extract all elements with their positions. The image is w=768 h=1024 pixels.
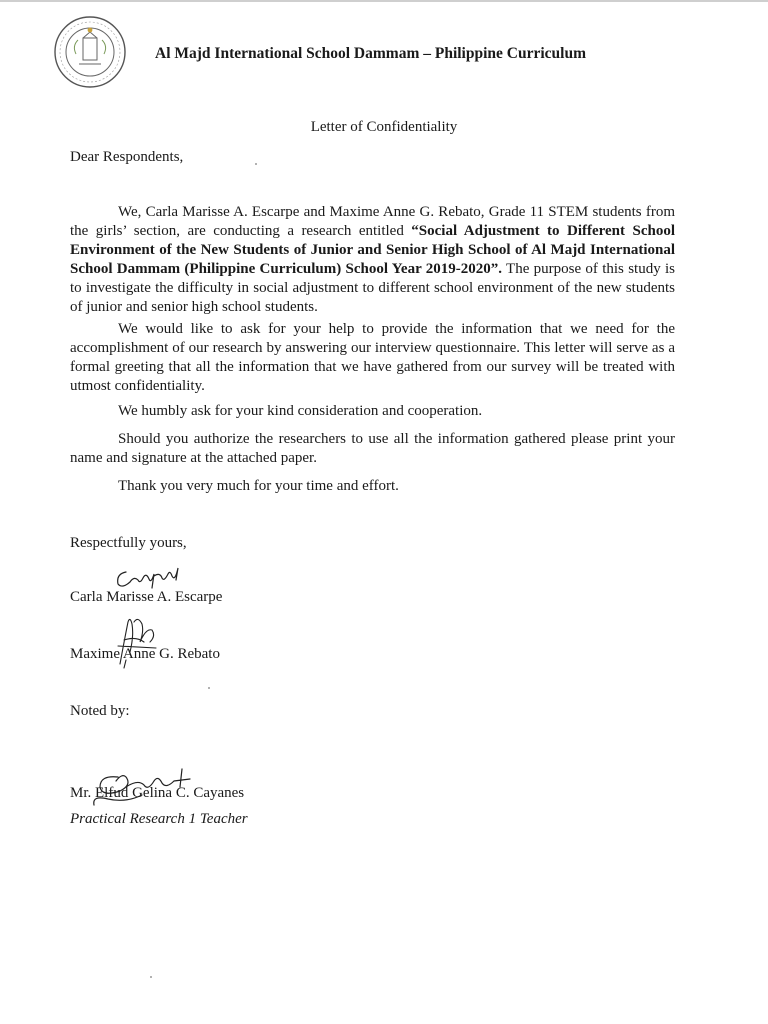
signer-cayanes-role: Practical Research 1 Teacher bbox=[70, 811, 248, 827]
letter-title: Letter of Confidentiality bbox=[310, 119, 458, 135]
greeting: Dear Respondents, bbox=[70, 149, 184, 165]
scan-speck bbox=[150, 976, 152, 978]
scan-speck bbox=[208, 687, 210, 689]
page-top-edge bbox=[0, 0, 768, 2]
paragraph-authorization: Should you authorize the researchers to use all the information gathered please print your name and signature at the attached paper. bbox=[70, 431, 675, 466]
closing: Respectfully yours, bbox=[70, 535, 187, 551]
noted-by-label: Noted by: bbox=[70, 703, 130, 719]
paragraph-thanks: Thank you very much for your time and effort. bbox=[118, 478, 399, 494]
school-seal-logo bbox=[52, 14, 128, 90]
signer-cayanes-name: Mr. Elfud Gelina C. Cayanes bbox=[70, 785, 245, 801]
scan-speck bbox=[255, 163, 257, 165]
paragraph-request: We would like to ask for your help to provide the information that we need for the accomplishment of our research by answering our interview questionnaire. This letter will serve as a formal greeting that all the information that we have gathered from our survey will be treated with utmost confidentiality. bbox=[70, 321, 675, 394]
research-title: “Social Adjustment to Different School Environment of the New Students of Junior and Senior High School of Al Majd International School Dammam (Philippine Curriculum) School Year 2019-2020”. bbox=[70, 223, 675, 277]
paragraph-intro bbox=[70, 203, 675, 317]
signature-escarpe bbox=[112, 560, 188, 590]
school-name-header: Al Majd International School Dammam – Philippine Curriculum bbox=[155, 45, 587, 62]
intro-text: We, Carla Marisse A. Escarpe and Maxime Anne G. Rebato, Grade 11 STEM students from the girls’ section, are conducting a research entitled bbox=[70, 204, 675, 239]
signer-rebato-name: Maxime Anne G. Rebato bbox=[70, 646, 220, 662]
intro-purpose-text: The purpose of this study is to investigate the difficulty in social adjustment to different school environment of the new students of junior and senior high school students. bbox=[70, 261, 675, 315]
signer-escarpe-name: Carla Marisse A. Escarpe bbox=[70, 589, 223, 605]
paragraph-consideration: We humbly ask for your kind consideration and cooperation. bbox=[118, 403, 483, 419]
